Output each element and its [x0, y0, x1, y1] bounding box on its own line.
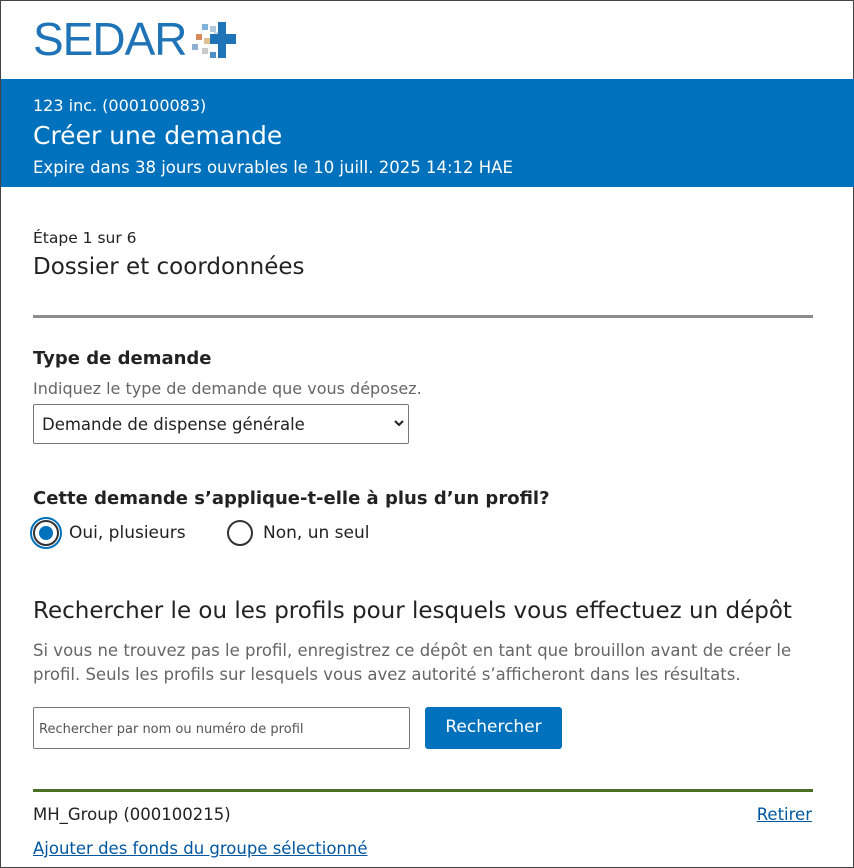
request-type-label: Type de demande	[33, 348, 212, 369]
radio-yes-label: Oui, plusieurs	[69, 523, 186, 543]
page-title: Créer une demande	[33, 121, 283, 150]
multi-profile-question: Cette demande s’applique-t-elle à plus d’un profil?	[33, 488, 550, 509]
section-divider	[33, 315, 813, 318]
radio-no-single[interactable]	[227, 520, 369, 546]
profile-search-help: Si vous ne trouvez pas le profil, enregistrez ce dépôt en tant que brouillon avant de créer le profil. Seuls les profils sur lesquels vous avez autorité s’afficheront dans les résultats.	[33, 641, 792, 684]
logo-text: SEDAR	[33, 13, 187, 65]
radio-checked-icon	[33, 520, 59, 546]
company-name: 123 inc. (000100083)	[33, 96, 207, 115]
radio-yes-multiple[interactable]	[33, 520, 186, 546]
radio-no-label: Non, un seul	[263, 523, 370, 543]
header-banner	[1, 79, 854, 187]
profile-search-input[interactable]	[33, 707, 410, 749]
chevron-down-icon	[394, 418, 404, 428]
search-placeholder: Rechercher par nom ou numéro de profil	[39, 722, 304, 737]
section-title: Dossier et coordonnées	[33, 254, 305, 280]
request-type-select[interactable]	[33, 404, 409, 444]
radio-unchecked-icon	[227, 520, 253, 546]
profile-search-heading: Rechercher le ou les profils pour lesquels vous effectuez un dépôt	[33, 598, 792, 624]
search-button[interactable]: Rechercher	[425, 707, 562, 749]
expiry-text: Expire dans 38 jours ouvrables le 10 juill. 2025 14:12 HAE	[33, 158, 513, 177]
selected-profile-name: MH_Group (000100215)	[33, 805, 231, 824]
request-type-hint: Indiquez le type de demande que vous déposez.	[33, 379, 422, 398]
sedar-logo	[33, 15, 234, 63]
remove-profile-link[interactable]: Retirer	[756, 805, 812, 824]
plus-icon	[188, 16, 234, 62]
request-type-selected: Demande de dispense générale	[42, 415, 305, 434]
selected-profile-divider	[33, 789, 813, 792]
step-indicator: Étape 1 sur 6	[33, 229, 137, 247]
add-group-funds-link[interactable]: Ajouter des fonds du groupe sélectionné	[33, 839, 368, 858]
